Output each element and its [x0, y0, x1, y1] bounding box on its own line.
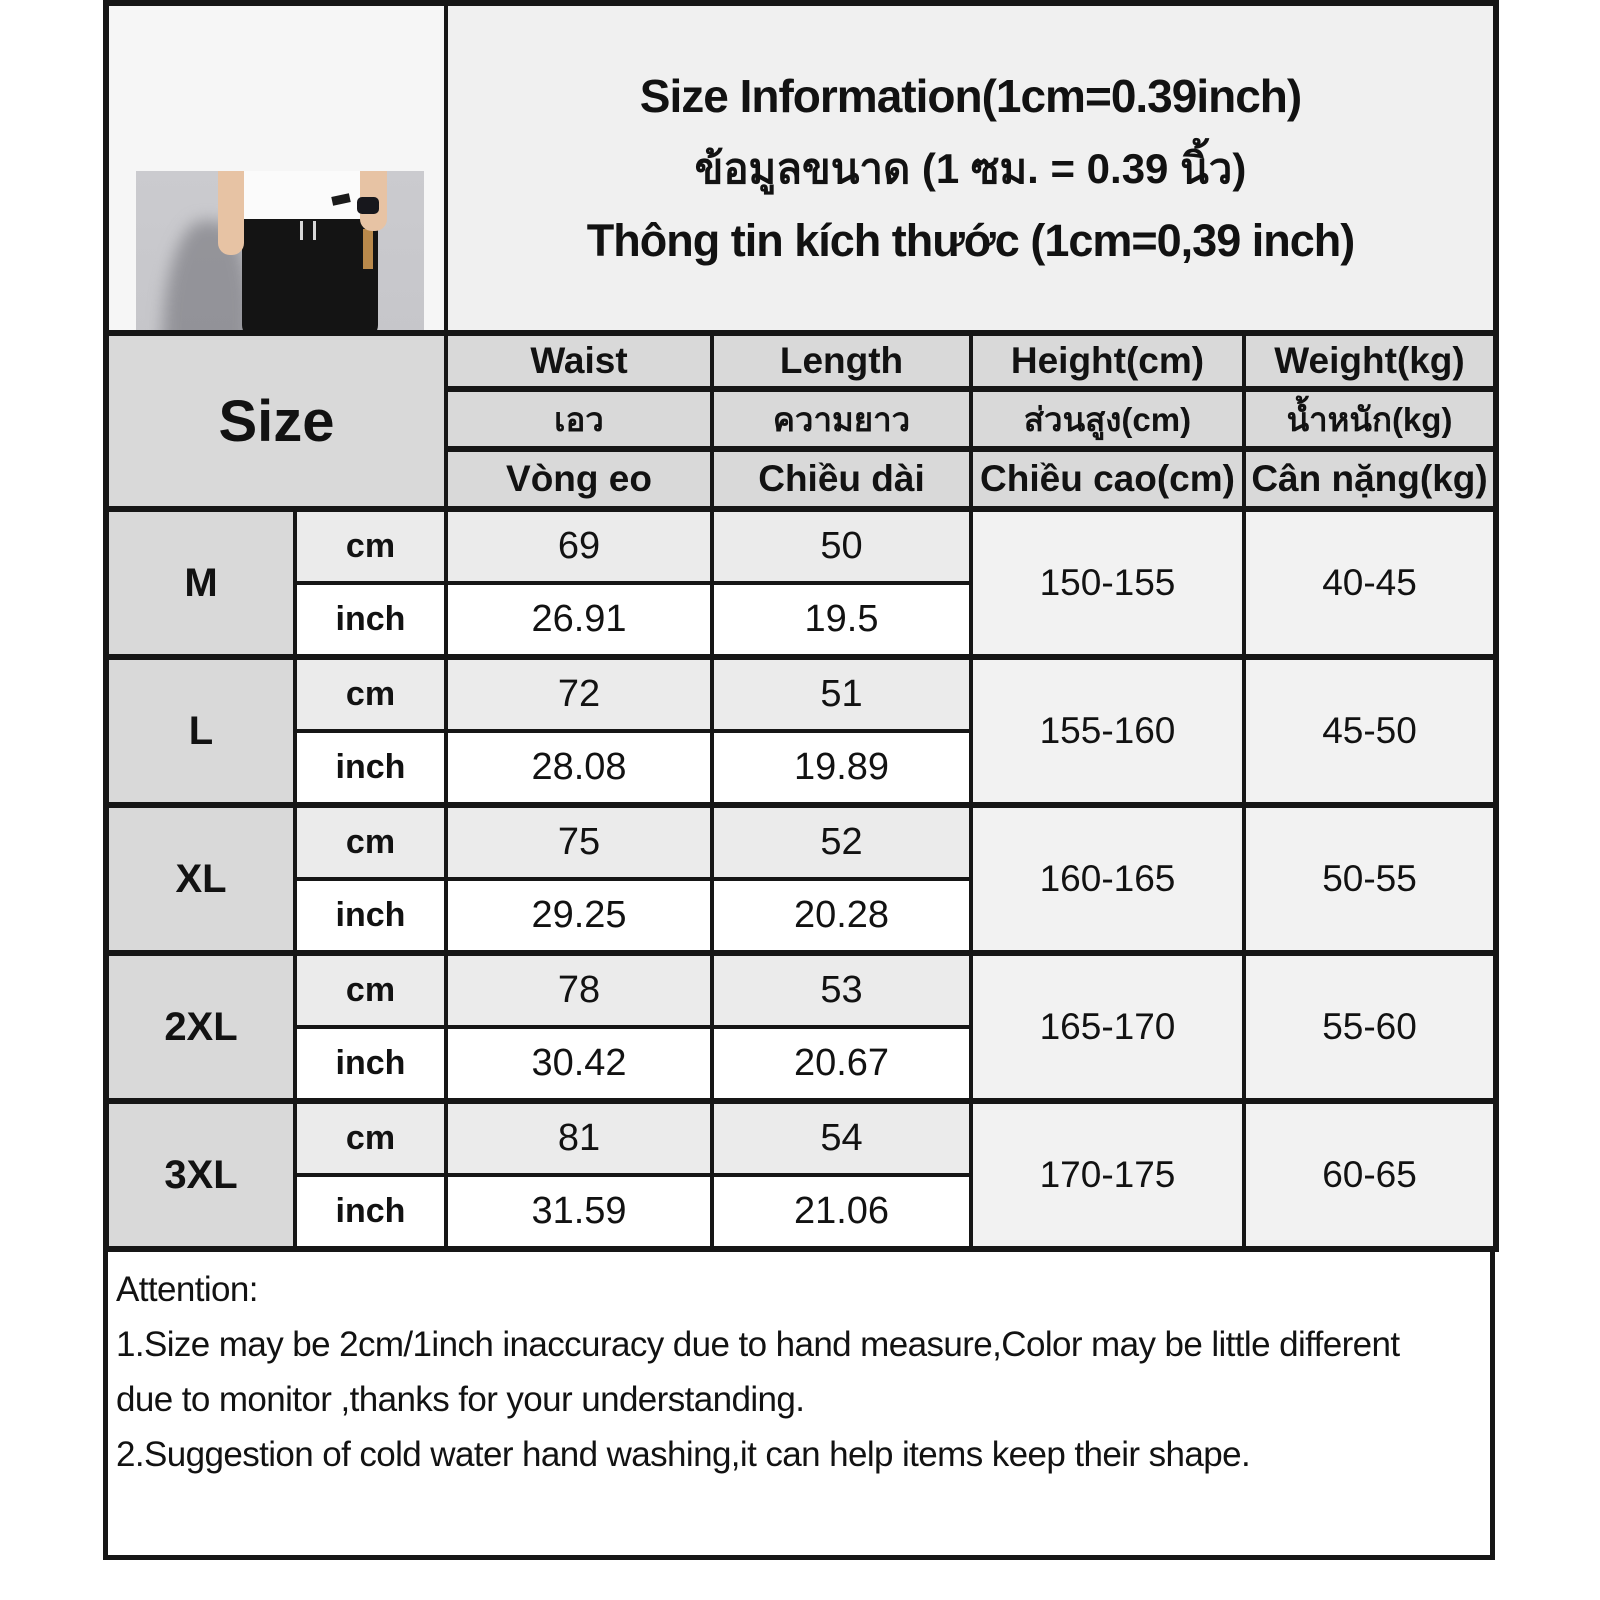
- height-range-value: 160-165: [971, 805, 1244, 953]
- unit-label-cm: cm: [295, 805, 446, 879]
- weight-range-value: 45-50: [1244, 657, 1496, 805]
- waist-inch-value: 30.42: [446, 1027, 712, 1101]
- weight-range-value: 55-60: [1244, 953, 1496, 1101]
- col-header-length-vi: Chiều dài: [712, 449, 971, 509]
- attention-box: [103, 1252, 1495, 1560]
- col-header-height-th: ส่วนสูง(cm): [971, 389, 1244, 449]
- size-row-label: 2XL: [106, 953, 295, 1101]
- unit-label-inch: inch: [295, 879, 446, 953]
- waist-cm-value: 81: [446, 1101, 712, 1175]
- col-header-weight-vi: Cân nặng(kg): [1244, 449, 1496, 509]
- size-row-label: XL: [106, 805, 295, 953]
- waist-inch-value: 29.25: [446, 879, 712, 953]
- wrist-watch: [357, 197, 379, 214]
- length-cm-value: 51: [712, 657, 971, 731]
- drawstring: [313, 221, 316, 240]
- unit-label-cm: cm: [295, 1101, 446, 1175]
- product-photo: [136, 171, 424, 333]
- unit-label-inch: inch: [295, 583, 446, 657]
- weight-range-value: 40-45: [1244, 509, 1496, 657]
- black-shorts: [242, 207, 378, 333]
- drawstring: [300, 221, 303, 240]
- waist-inch-value: 26.91: [446, 583, 712, 657]
- length-inch-value: 20.67: [712, 1027, 971, 1101]
- attention-note-line: due to monitor ,thanks for your understanding.: [116, 1380, 805, 1419]
- col-header-weight-th: น้ำหนัก(kg): [1244, 389, 1496, 449]
- size-column-header: Size: [106, 333, 446, 509]
- size-table: [103, 0, 1499, 1252]
- unit-label-cm: cm: [295, 953, 446, 1027]
- length-inch-value: 20.28: [712, 879, 971, 953]
- col-header-waist-vi: Vòng eo: [446, 449, 712, 509]
- title-cell: [446, 3, 1496, 333]
- col-header-height-en: Height(cm): [971, 333, 1244, 389]
- left-arm: [218, 171, 244, 255]
- unit-label-inch: inch: [295, 1175, 446, 1249]
- waist-inch-value: 28.08: [446, 731, 712, 805]
- size-chart-table-area: [103, 0, 1495, 1560]
- col-header-length-th: ความยาว: [712, 389, 971, 449]
- size-row-label: 3XL: [106, 1101, 295, 1249]
- height-range-value: 170-175: [971, 1101, 1244, 1249]
- height-range-value: 165-170: [971, 953, 1244, 1101]
- unit-label-inch: inch: [295, 1027, 446, 1101]
- unit-label-cm: cm: [295, 657, 446, 731]
- length-cm-value: 50: [712, 509, 971, 583]
- size-row-label: M: [106, 509, 295, 657]
- attention-heading: Attention:: [116, 1270, 258, 1309]
- length-cm-value: 52: [712, 805, 971, 879]
- col-header-waist-en: Waist: [446, 333, 712, 389]
- length-inch-value: 19.89: [712, 731, 971, 805]
- unit-label-cm: cm: [295, 509, 446, 583]
- size-row-label: L: [106, 657, 295, 805]
- waist-inch-value: 31.59: [446, 1175, 712, 1249]
- pocket-patch: [363, 229, 373, 269]
- length-cm-value: 54: [712, 1101, 971, 1175]
- length-inch-value: 21.06: [712, 1175, 971, 1249]
- col-header-length-en: Length: [712, 333, 971, 389]
- attention-note-line: 1.Size may be 2cm/1inch inaccuracy due to hand measure,Color may be little different: [116, 1325, 1400, 1364]
- waist-cm-value: 72: [446, 657, 712, 731]
- product-photo-cell: [106, 3, 446, 333]
- weight-range-value: 60-65: [1244, 1101, 1496, 1249]
- title-english: Size Information(1cm=0.39inch): [639, 70, 1302, 122]
- height-range-value: 155-160: [971, 657, 1244, 805]
- col-header-height-vi: Chiều cao(cm): [971, 449, 1244, 509]
- title-vietnamese: Thông tin kích thước (1cm=0,39 inch): [586, 215, 1355, 266]
- height-range-value: 150-155: [971, 509, 1244, 657]
- length-cm-value: 53: [712, 953, 971, 1027]
- attention-note-line: 2.Suggestion of cold water hand washing,it can help items keep their shape.: [116, 1435, 1251, 1474]
- length-inch-value: 19.5: [712, 583, 971, 657]
- col-header-waist-th: เอว: [446, 389, 712, 449]
- waist-cm-value: 75: [446, 805, 712, 879]
- unit-label-inch: inch: [295, 731, 446, 805]
- col-header-weight-en: Weight(kg): [1244, 333, 1496, 389]
- title-thai: ข้อมูลขนาด (1 ซม. = 0.39 นิ้ว): [694, 145, 1247, 192]
- waist-cm-value: 69: [446, 509, 712, 583]
- waist-cm-value: 78: [446, 953, 712, 1027]
- weight-range-value: 50-55: [1244, 805, 1496, 953]
